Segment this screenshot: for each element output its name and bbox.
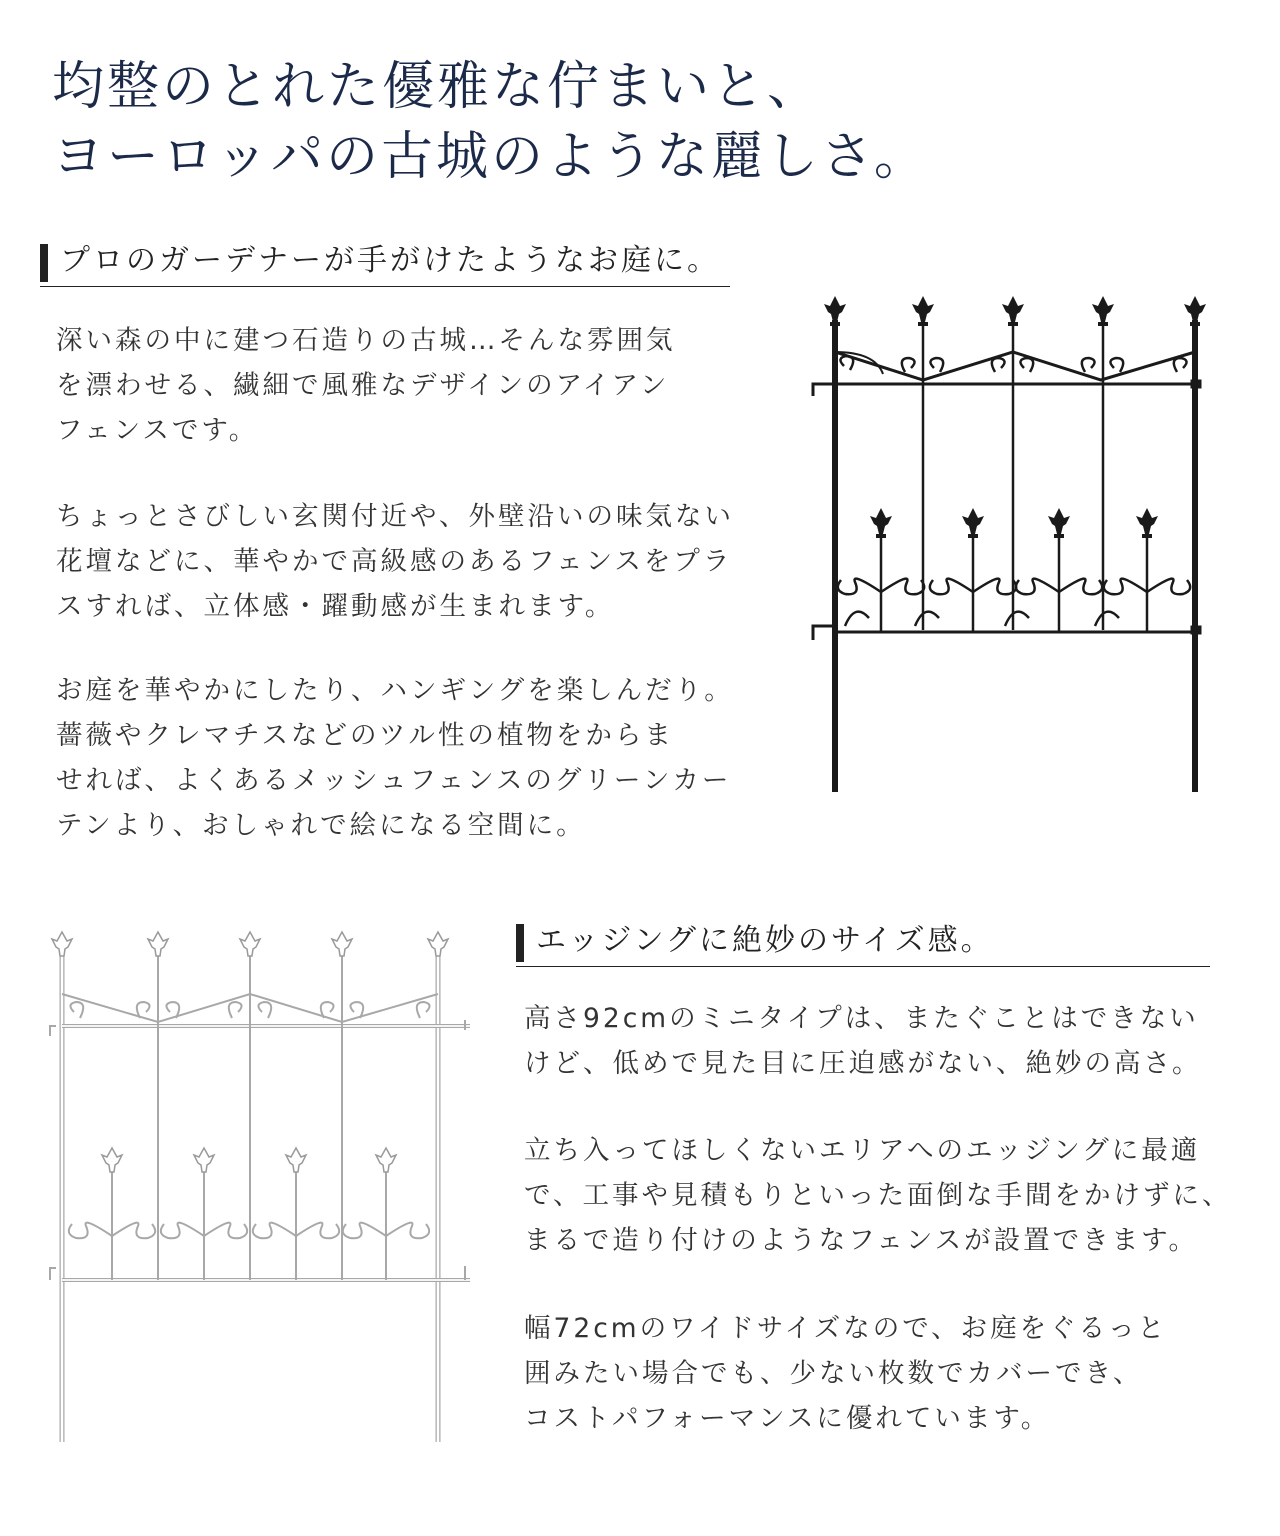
headline-line-2: ヨーロッパの古城のような麗しさ。 — [52, 127, 929, 187]
text-line: 薔薇やクレマチスなどのツル性の植物をからま — [56, 720, 674, 751]
text-line: で、工事や見積もりといった面倒な手間をかけずに、 — [524, 1180, 1232, 1211]
page-headline — [52, 52, 1252, 192]
text-line: 立ち入ってほしくないエリアへのエッジングに最適 — [524, 1135, 1201, 1166]
text-line: けど、低めで見た目に圧迫感がない、絶妙の高さ。 — [524, 1048, 1202, 1079]
text-line: フェンスです。 — [56, 415, 259, 446]
text-line: 深い森の中に建つ石造りの古城…そんな雰囲気 — [56, 325, 676, 356]
heading-bar-icon — [516, 924, 524, 962]
text-line: 幅72cmのワイドサイズなので、お庭をぐるっと — [524, 1313, 1168, 1344]
text-line: テンより、おしゃれで絵になる空間に。 — [56, 810, 586, 841]
text-line: を漂わせる、繊細で風雅なデザインのアイアン — [56, 370, 670, 401]
section-1-paragraph-2 — [56, 494, 734, 629]
section-2-heading-text: エッジングに絶妙のサイズ感。 — [536, 923, 994, 958]
section-1-paragraph-3 — [56, 668, 734, 848]
text-line: 花壇などに、華やかで高級感のあるフェンスをプラ — [56, 546, 733, 577]
text-line: 高さ92cmのミニタイプは、またぐことはできない — [524, 1003, 1199, 1034]
section-2-paragraph-1 — [524, 996, 1201, 1086]
section-1-heading — [40, 240, 730, 287]
text-line: まるで造り付けのようなフェンスが設置できます。 — [524, 1225, 1198, 1256]
section-1-paragraph-1 — [56, 318, 676, 453]
headline-line-1: 均整のとれた優雅な佇まいと、 — [52, 57, 823, 117]
text-line: せれば、よくあるメッシュフェンスのグリーンカー — [56, 765, 732, 796]
section-2-paragraph-3 — [524, 1306, 1167, 1441]
section-2-heading — [516, 920, 1210, 967]
text-line: ちょっとさびしい玄関付近や、外壁沿いの味気ない — [56, 501, 734, 532]
text-line: コストパフォーマンスに優れています。 — [524, 1403, 1051, 1434]
section-1-heading-text: プロのガーデナーが手がけたようなお庭に。 — [60, 243, 720, 278]
text-line: お庭を華やかにしたり、ハンギングを楽しんだり。 — [56, 675, 734, 706]
text-line: 囲みたい場合でも、少ない枚数でカバーでき、 — [524, 1358, 1143, 1389]
heading-bar-icon — [40, 244, 48, 282]
black-fence-image — [805, 292, 1215, 802]
section-2-paragraph-2 — [524, 1128, 1231, 1263]
white-fence-image — [40, 930, 480, 1450]
text-line: スすれば、立体感・躍動感が生まれます。 — [56, 591, 615, 622]
